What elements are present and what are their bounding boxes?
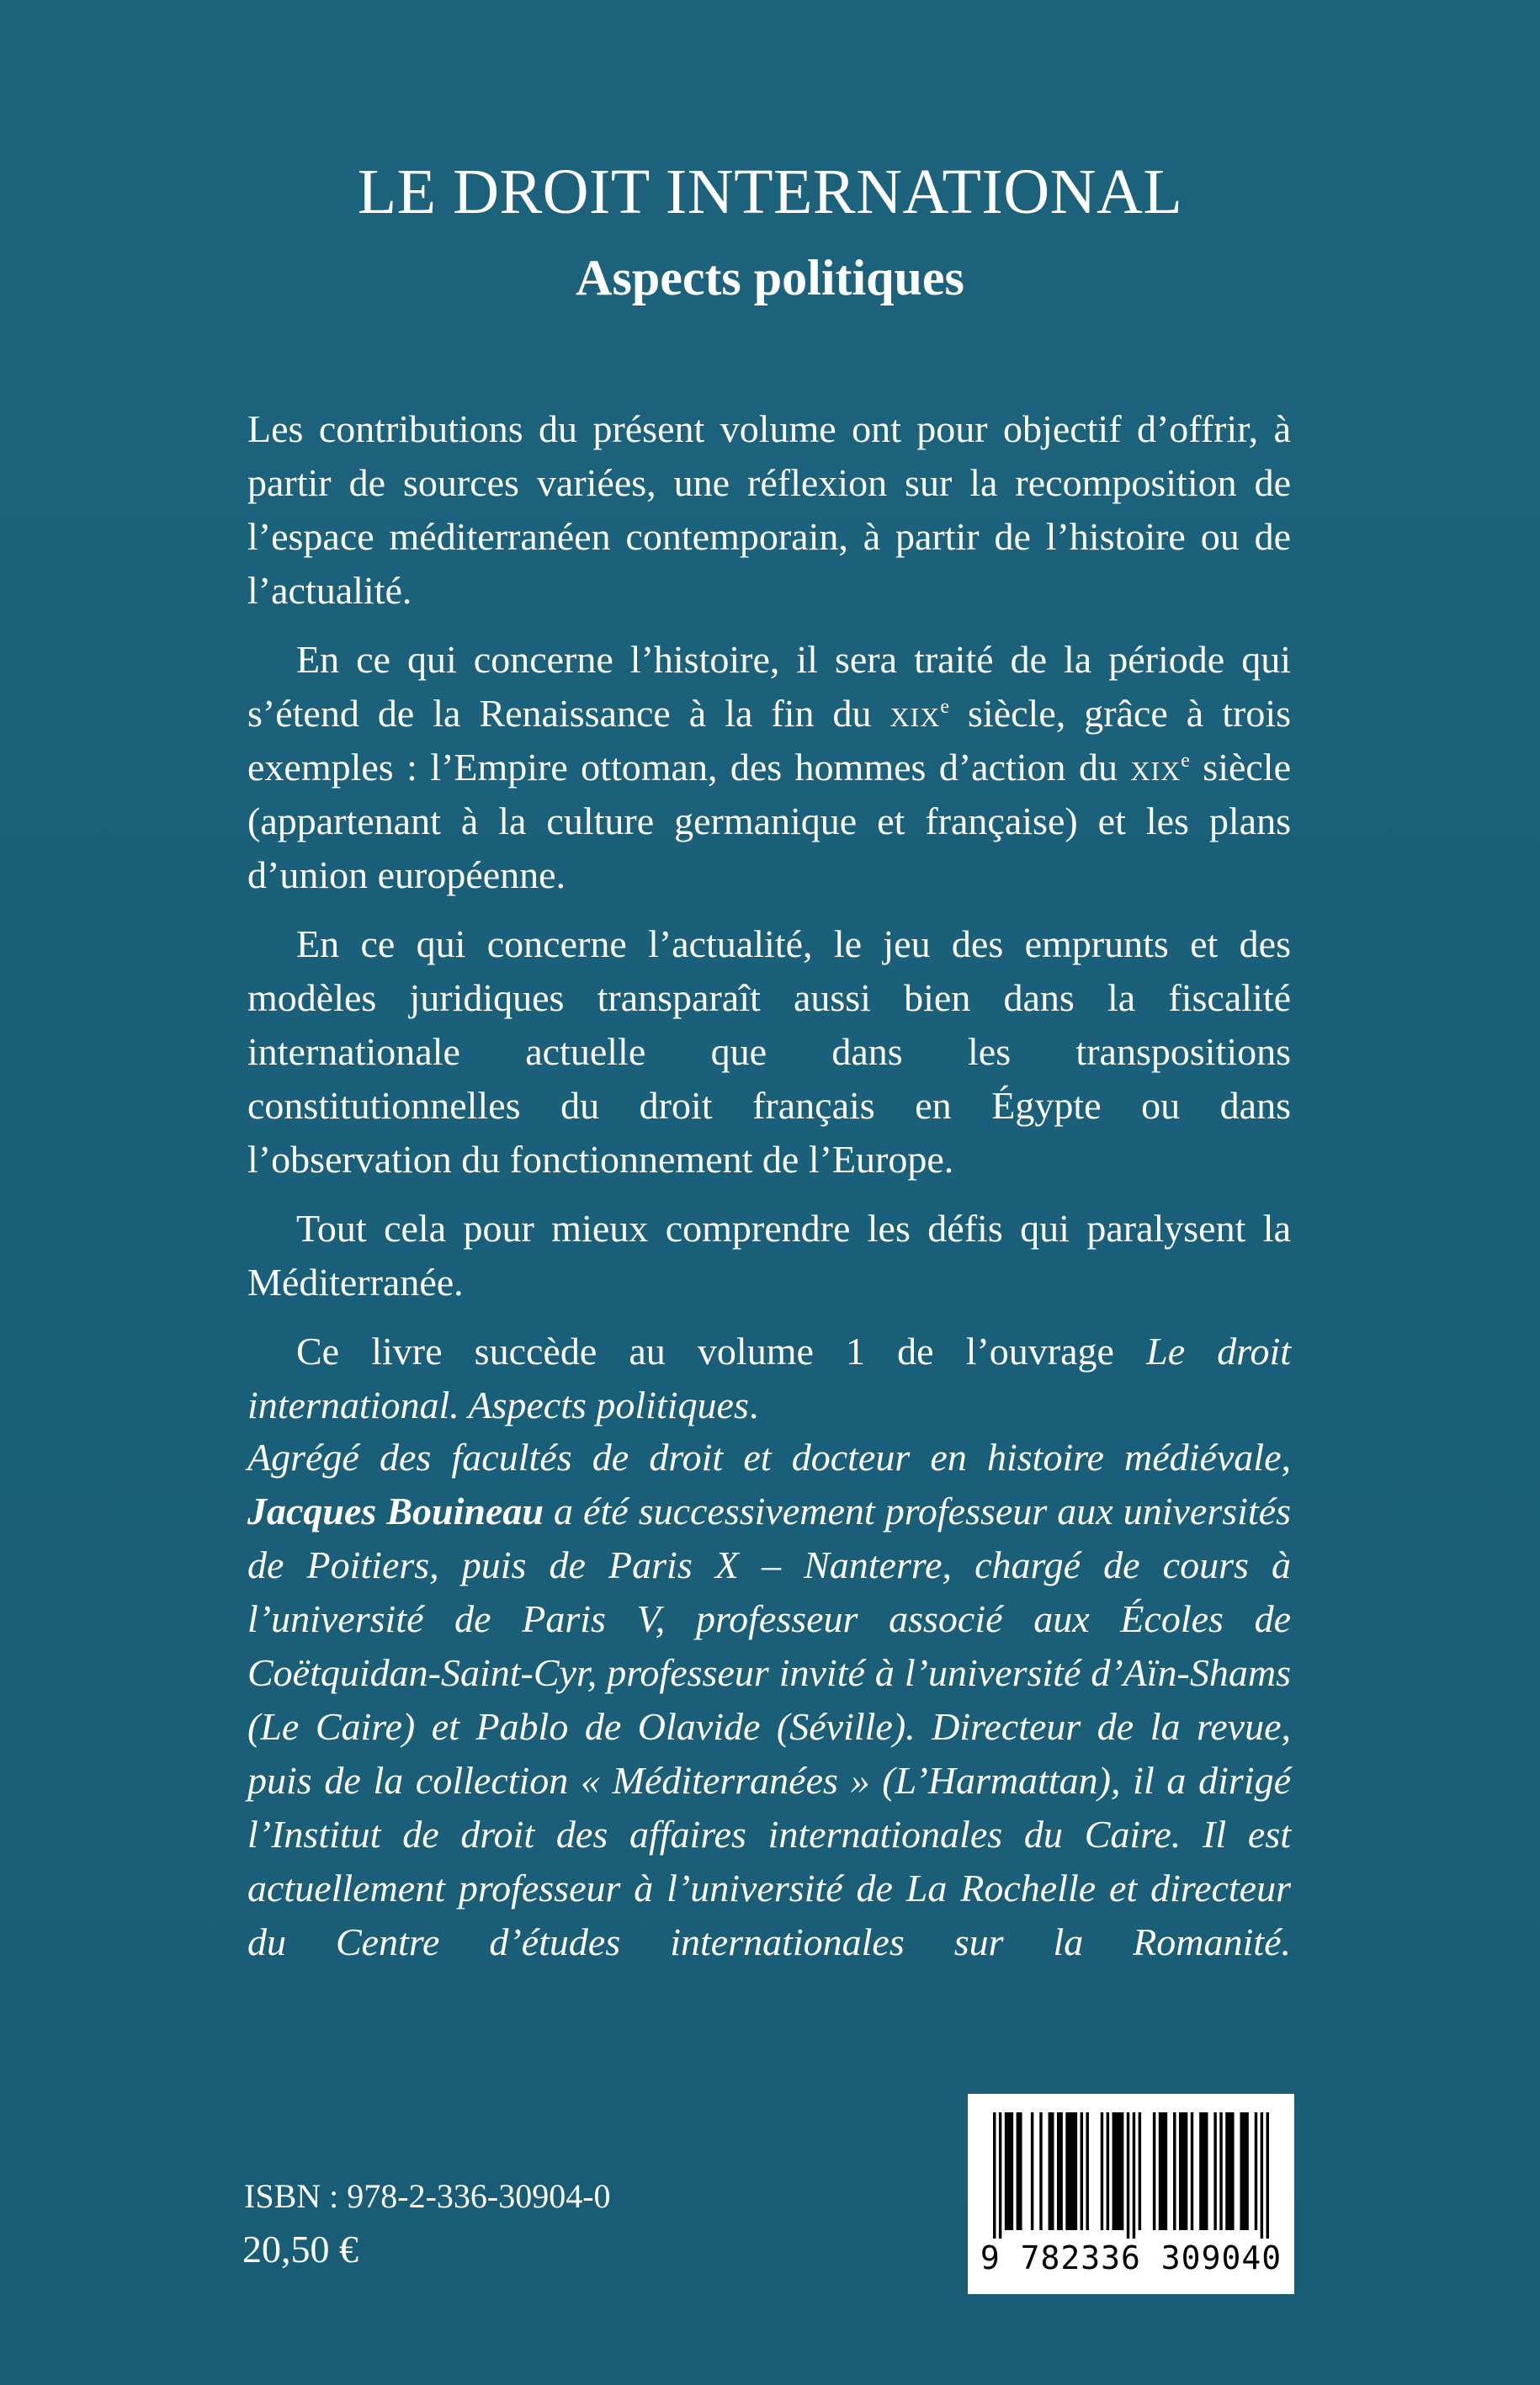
book-subtitle: Aspects politiques	[576, 250, 964, 305]
barcode-bar	[1107, 2112, 1109, 2230]
isbn: ISBN : 978-2-336-30904-0	[244, 2177, 611, 2215]
price: 20,50 €	[242, 2228, 358, 2271]
barcode-bar	[1057, 2112, 1063, 2230]
barcode-bar	[1127, 2112, 1129, 2239]
author-biography	[247, 1431, 1291, 1969]
barcode-bar	[1049, 2112, 1054, 2230]
barcode-bar	[1225, 2112, 1234, 2230]
century-roman-numeral: xix	[889, 692, 941, 735]
blurb-paragraph-5-text: Ce livre succède au volume 1 de l’ouvrage	[296, 1330, 1147, 1373]
blurb	[247, 402, 1291, 1447]
barcode	[968, 2094, 1294, 2294]
barcode-bar	[1031, 2112, 1033, 2230]
blurb-paragraph-2-text-b: siècle, grâce à trois exemples : l’Empire ottoman, des hommes d’action du	[247, 692, 1292, 789]
barcode-bar	[1065, 2112, 1077, 2230]
barcode-digits: 9 782336 309040	[980, 2239, 1282, 2276]
barcode-bar	[1199, 2112, 1208, 2230]
barcode-bar	[1039, 2112, 1042, 2230]
barcode-bar	[1173, 2112, 1176, 2230]
barcode-bar	[1213, 2112, 1216, 2230]
barcode-bar	[1081, 2112, 1083, 2230]
blurb-paragraph-5	[247, 1325, 1291, 1432]
blurb-paragraph-2	[247, 633, 1291, 902]
blurb-paragraph-2-text-c: siècle (appartenant à la culture germanique et française) et les plans d’union européenne.	[247, 746, 1292, 896]
century-roman-numeral: xix	[1130, 746, 1182, 789]
book-title: LE DROIT INTERNATIONAL	[357, 157, 1183, 227]
barcode-bar	[1086, 2112, 1088, 2230]
barcode-bar	[1261, 2112, 1263, 2239]
barcode-bar	[1153, 2112, 1155, 2230]
blurb-paragraph-5-end: .	[748, 1384, 759, 1426]
barcode-bar	[1179, 2112, 1187, 2230]
referenced-book-title: Le droit international. Aspects politiques	[247, 1330, 1291, 1426]
barcode-bar	[1017, 2112, 1022, 2230]
author-bio-intro: Agrégé des facultés de droit et docteur en histoire médiévale,	[247, 1436, 1291, 1479]
century-superscript: e	[1181, 750, 1190, 772]
barcode-bar	[1139, 2112, 1141, 2230]
barcode-bar	[1113, 2112, 1124, 2230]
blurb-paragraph-3: En ce qui concerne l’actualité, le jeu des emprunts et des modèles juridiques transparaît aussi bien dans la fiscalité internationale actuelle que dans les transpositions constitutionnelles du droit français en Égypte ou dans l’observation du fonctionnement de l’Europe.	[247, 922, 1291, 1181]
barcode-bar	[1267, 2112, 1269, 2239]
barcode-bar	[993, 2112, 996, 2239]
century-superscript: e	[940, 696, 950, 718]
barcode-bar	[1101, 2112, 1103, 2230]
barcode-bar	[1240, 2112, 1248, 2230]
barcode-bar	[1005, 2112, 1013, 2230]
barcode-bar	[1255, 2112, 1257, 2230]
barcode-bar	[1133, 2112, 1135, 2239]
author-bio-text: a été successivement professeur aux universités de Poitiers, puis de Paris X – Nanterre, chargé de cours à l’université de Paris V, professeur associé aux Écoles de Coëtquidan-Saint-Cyr, professeur invité à l’université d’Aïn-Shams (Le Caire) et Pablo de Olavide (Séville). Directeur de la revue, puis de la collection « Méditerranées » (L’Harmattan), il a dirigé l’Institut de droit des affaires internationales du Caire. Il est actuellement professeur à l’université de La Rochelle et directeur du Centre d’études internationales sur la Romanité.	[247, 1490, 1291, 1963]
barcode-bar	[1159, 2112, 1167, 2230]
barcode-bars	[993, 2112, 1269, 2239]
barcode-bar	[1219, 2112, 1222, 2230]
barcode-bar	[999, 2112, 1001, 2239]
barcode-bar	[1191, 2112, 1193, 2230]
blurb-paragraph-2-text-a: En ce qui concerne l’histoire, il sera traité de la période qui s’étend de la Renaissance à la fin du	[247, 638, 1291, 735]
blurb-paragraph-4: Tout cela pour mieux comprendre les défis qui paralysent la Méditerranée.	[247, 1207, 1291, 1304]
blurb-paragraph-1: Les contributions du présent volume ont pour objectif d’offrir, à partir de sources variées, une réflexion sur la recomposition de l’espace méditerranéen contemporain, à partir de l’histoire ou de l’actualité.	[247, 407, 1291, 612]
author-name: Jacques Bouineau	[247, 1490, 544, 1532]
